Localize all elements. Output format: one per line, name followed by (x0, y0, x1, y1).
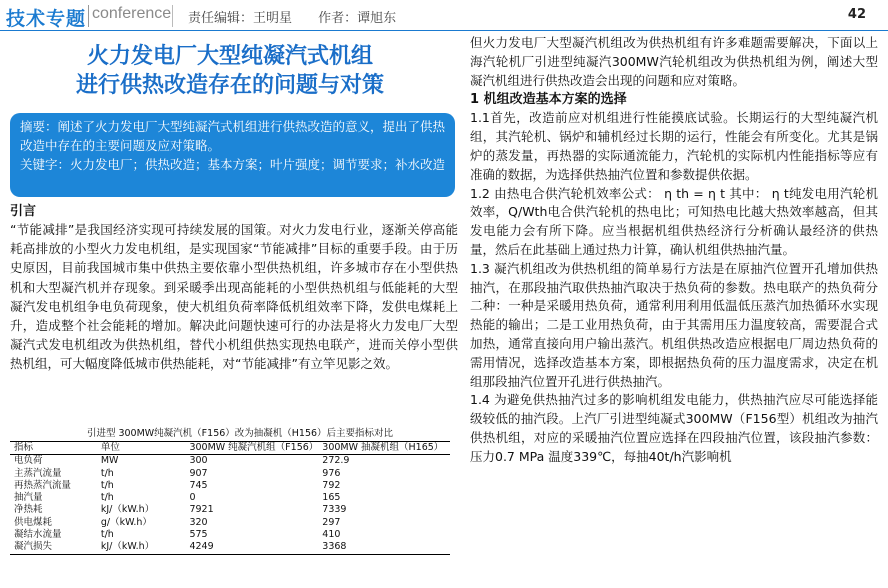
table-header-cell: 指标 (14, 442, 34, 453)
table-cell: 575 (189, 529, 208, 541)
table-cell: 320 (189, 516, 208, 528)
table-cell: t/h (100, 467, 114, 479)
brand-divider (88, 5, 89, 27)
abstract-box (10, 113, 455, 197)
table-cell: 907 (189, 467, 208, 479)
table-cell: 凝汽损失 (14, 541, 53, 553)
left-column (10, 203, 458, 374)
table-cell: t/h (100, 492, 114, 504)
table-cell: 272.9 (322, 455, 350, 467)
table-row (10, 480, 450, 492)
right-column (470, 34, 878, 467)
table-cell: MW (100, 455, 119, 467)
table-cell: kJ/（kW.h） (100, 541, 155, 553)
table-header-cell: 300MW 抽凝机组（H165） (322, 442, 444, 453)
table-header-cell: 单位 (100, 442, 120, 453)
article-title-line-1: 火力发电厂大型纯凝汽式机组 (86, 44, 373, 69)
header-divider (172, 5, 173, 27)
table-cell: 3368 (322, 541, 347, 553)
right-intro-paragraph: 但火力发电厂大型凝汽机组改为供热机组有许多难题需要解决，下面以上海汽轮机厂引进型纯凝汽300MW汽轮机组改为供热机组为例，阐述大型凝汽机组进行供热改造会出现的问题和应对策略。 (470, 35, 878, 88)
table-cell: 792 (322, 479, 341, 491)
page-header (0, 0, 888, 30)
table-cell: 300 (189, 455, 208, 467)
table-cell: 165 (322, 492, 341, 504)
table-caption: 引进型 300MW纯凝汽机（F156）改为抽凝机（H156）后主要指标对比 (86, 428, 394, 439)
table-cell: 凝结水流量 (14, 529, 62, 541)
abstract-summary: 摘要：阐述了火力发电厂大型纯凝汽式机组进行供热改造的意义，提出了供热改造中存在的主要问题及应对策略。 (20, 119, 446, 153)
page-number: 42 (847, 7, 866, 22)
table-header-row (10, 442, 450, 455)
column-brand: 技术专题 (6, 8, 87, 30)
table-cell: t/h (100, 479, 114, 491)
comparison-table (10, 441, 450, 555)
author-credit: 作者：谭旭东 (318, 11, 397, 26)
table-cell: 745 (189, 479, 208, 491)
section-heading-1: 1 机组改造基本方案的选择 (470, 92, 627, 108)
article-title (10, 42, 450, 100)
table-cell: 供电煤耗 (14, 516, 53, 528)
editor-credit: 责任编辑：王明星 (188, 11, 293, 26)
table-row (10, 541, 450, 554)
table-cell: 7921 (189, 504, 214, 516)
table-row (10, 517, 450, 529)
table-row (10, 468, 450, 480)
table-row (10, 529, 450, 541)
paragraph-1-2: 1.2 由热电合供汽轮机效率公式： η th = η t 其中： η t纯发电用汽轮机效率，Q/Wth电合供汽轮机的热电比；可知热电比越大热效率越高，但其发电能力会有所下降。应当根据机组供热经济行分析确认最经济的供热量，然后在此基础上通过热力计算，确认机组供热抽汽量。 (470, 185, 878, 257)
table-cell: 0 (189, 492, 196, 504)
table-cell: kJ/（kW.h） (100, 504, 155, 516)
table-cell: 297 (322, 516, 341, 528)
table-cell: 再热蒸汽流量 (14, 479, 72, 491)
intro-heading: 引言 (10, 204, 37, 219)
article-title-line-2: 进行供热改造存在的问题与对策 (75, 73, 384, 98)
paragraph-1-1: 1.1首先，改造前应对机组进行性能摸底试验。长期运行的大型纯凝汽机组，其汽轮机、锅炉和辅机经过长期的运行，性能会有所变化。尤其是锅炉的蒸发量，再热器的实际通流能力，汽轮机的实际机内性能指标等应有准确的数据，为选择供热抽汽位置和参数提供依据。 (470, 110, 878, 182)
paragraph-1-3: 1.3 凝汽机组改为供热机组的简单易行方法是在原抽汽位置开孔增加供热抽汽，在那段抽汽取供热抽汽取决于热负荷的参数。热电联产的热负荷分二种：一种是采暖用热负荷，通常利用利用低温低压蒸汽加热循环水实现热能的输出；二是工业用热负荷，由于其需用压力温度较高，需要混合式加热，通常直接向用户输出蒸汽。机组供热改造应根据电厂周边热负荷的需用情况，选择改造基本方案，即根据热负荷的压力温度需求，决定在机组那段抽汽位置开孔进行供热抽汽。 (470, 260, 878, 389)
table-cell: 976 (322, 467, 341, 479)
abstract-keywords: 关键字：火力发电厂；供热改造；基本方案；叶片强度；调节要求；补水改造 (20, 157, 446, 172)
table-cell: 净热耗 (14, 504, 43, 516)
header-rule (0, 30, 888, 31)
table-cell: 7339 (322, 504, 347, 516)
table-row (10, 455, 450, 468)
table-header-cell: 300MW 纯凝汽机组（F156） (189, 442, 319, 453)
paragraph-1-4: 1.4 为避免供热抽汽过多的影响机组发电能力，供热抽汽应尽可能选择能级较低的抽汽段。上汽厂引进型纯凝式300MW（F156型）机组改为抽汽供热机组，对应的采暖抽汽位置应选择在四段抽汽位置，该段抽汽参数：压力0.7 MPa 温度339℃，每抽40t/h汽影响机 (470, 392, 878, 464)
table-row (10, 504, 450, 516)
table-cell: 抽汽量 (14, 492, 43, 504)
header-credits (188, 7, 418, 26)
table-cell: 4249 (189, 541, 214, 553)
table-cell: 主蒸汽流量 (14, 467, 62, 479)
indicator-table (10, 427, 450, 555)
table-cell: t/h (100, 529, 114, 541)
intro-paragraph: “节能减排”是我国经济实现可持续发展的国策。对火力发电行业，逐渐关停高能耗高排放的小型火力发电机组，是实现国家“节能减排”目标的重要手段。由于历史原因，目前我国城市集中供热主要依靠小型供热机组，许多城市存在小型供热机和大型凝汽机并存现象。到采暖季出现高能耗的小型供热机组与低能耗的大型凝汽发电机组争电负荷现象，使大机组负荷率降低机组效率下降，发供电煤耗上升，造成整个社会能耗的增加。解决此问题快速可行的办法是将火力发电厂大型凝汽式发电机组改为供热机组，替代小机组供热实现热电联产，进而关停小型供热机组，可大幅度降低城市供热能耗，对“节能减排”有立竿见影之效。 (10, 222, 458, 372)
column-brand-english: conference (92, 5, 172, 22)
table-row (10, 492, 450, 504)
table-cell: 410 (322, 529, 341, 541)
table-cell: g/（kW.h） (100, 516, 152, 528)
table-cell: 电负荷 (14, 455, 43, 467)
